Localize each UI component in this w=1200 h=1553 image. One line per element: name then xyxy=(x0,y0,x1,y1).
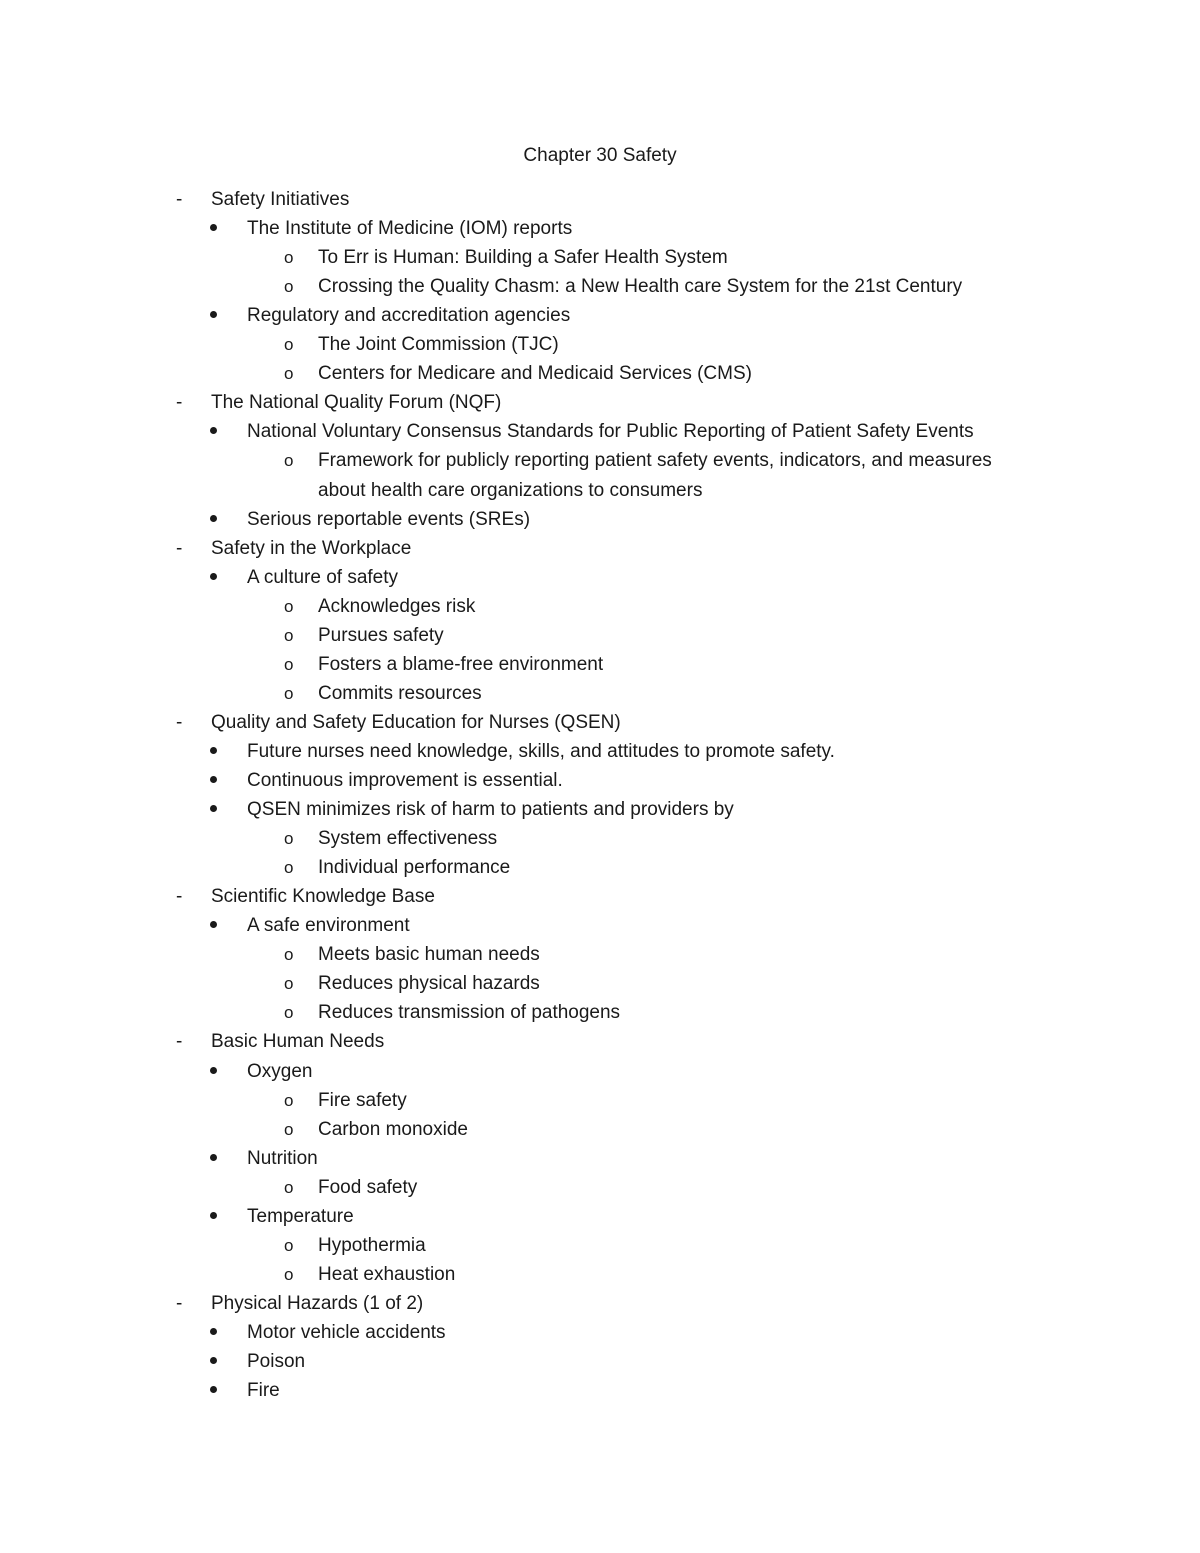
circle-bullet-marker: o xyxy=(284,626,294,645)
circle-bullet-marker: o xyxy=(284,945,294,964)
bullet-icon xyxy=(210,913,217,939)
bullet-icon xyxy=(210,768,217,794)
outline-subitem: Acknowledges risk xyxy=(318,596,476,617)
outline-item: Oxygen xyxy=(247,1061,313,1082)
outline-subitem: Crossing the Quality Chasm: a New Health care System for the 21st Century xyxy=(318,276,963,297)
bullet-icon xyxy=(210,797,217,823)
outline-heading: Scientific Knowledge Base xyxy=(211,886,435,907)
dash-marker: - xyxy=(176,538,183,559)
bullet-icon xyxy=(210,1204,217,1230)
circle-bullet-marker: o xyxy=(284,829,294,848)
bullet-icon xyxy=(210,216,217,242)
outline-subitem: System effectiveness xyxy=(318,828,498,849)
outline-subitem: Reduces transmission of pathogens xyxy=(318,1002,621,1023)
bullet-icon xyxy=(210,507,217,533)
circle-bullet-marker: o xyxy=(284,655,294,674)
circle-bullet-marker: o xyxy=(284,451,294,470)
outline-item: National Voluntary Consensus Standards for Public Reporting of Patient Safety Events xyxy=(247,421,974,442)
outline-subitem: Pursues safety xyxy=(318,625,444,646)
circle-bullet-marker: o xyxy=(284,248,294,267)
dash-marker: - xyxy=(176,392,183,413)
outline-item: Temperature xyxy=(247,1206,354,1227)
outline-subitem: Framework for publicly reporting patient safety events, indicators, and measures xyxy=(318,450,992,471)
outline-subitem: Carbon monoxide xyxy=(318,1119,468,1140)
bullet-icon xyxy=(210,1146,217,1172)
outline-subitem: Hypothermia xyxy=(318,1235,426,1256)
outline-subitem: The Joint Commission (TJC) xyxy=(318,334,559,355)
dash-marker: - xyxy=(176,886,183,907)
outline-subitem: Fire safety xyxy=(318,1090,407,1111)
circle-bullet-marker: o xyxy=(284,335,294,354)
outline-item: Regulatory and accreditation agencies xyxy=(247,305,571,326)
bullet-icon xyxy=(210,1378,217,1404)
bullet-icon xyxy=(210,739,217,765)
outline-subitem: Meets basic human needs xyxy=(318,944,540,965)
circle-bullet-marker: o xyxy=(284,1003,294,1022)
dash-marker: - xyxy=(176,1293,183,1314)
circle-bullet-marker: o xyxy=(284,1120,294,1139)
outline-heading: Safety in the Workplace xyxy=(211,538,412,559)
circle-bullet-marker: o xyxy=(284,1265,294,1284)
circle-bullet-marker: o xyxy=(284,597,294,616)
bullet-icon xyxy=(210,1349,217,1375)
bullet-icon xyxy=(210,1320,217,1346)
circle-bullet-marker: o xyxy=(284,974,294,993)
circle-bullet-marker: o xyxy=(284,1091,294,1110)
dash-marker: - xyxy=(176,1031,183,1052)
bullet-icon xyxy=(210,303,217,329)
page-title: Chapter 30 Safety xyxy=(523,145,677,166)
outline-subitem: about health care organizations to consumers xyxy=(318,480,703,501)
circle-bullet-marker: o xyxy=(284,1178,294,1197)
dash-marker: - xyxy=(176,189,183,210)
outline-item: The Institute of Medicine (IOM) reports xyxy=(247,218,573,239)
outline-item: Nutrition xyxy=(247,1148,318,1169)
outline-heading: Safety Initiatives xyxy=(211,189,350,210)
outline-item: Continuous improvement is essential. xyxy=(247,770,563,791)
bullet-icon xyxy=(210,419,217,445)
outline-item: A culture of safety xyxy=(247,567,399,588)
circle-bullet-marker: o xyxy=(284,277,294,296)
outline-subitem: Commits resources xyxy=(318,683,482,704)
outline-heading: Basic Human Needs xyxy=(211,1031,385,1052)
outline-item: Fire xyxy=(247,1380,280,1401)
outline-item: Motor vehicle accidents xyxy=(247,1322,446,1343)
outline-subitem: To Err is Human: Building a Safer Health System xyxy=(318,247,728,268)
outline-subitem: Reduces physical hazards xyxy=(318,973,540,994)
outline-heading: The National Quality Forum (NQF) xyxy=(211,392,502,413)
circle-bullet-marker: o xyxy=(284,858,294,877)
circle-bullet-marker: o xyxy=(284,364,294,383)
dash-marker: - xyxy=(176,712,183,733)
outline-subitem: Food safety xyxy=(318,1177,418,1198)
outline-heading: Quality and Safety Education for Nurses (QSEN) xyxy=(211,712,621,733)
bullet-icon xyxy=(210,565,217,591)
circle-bullet-marker: o xyxy=(284,1236,294,1255)
outline-item: Serious reportable events (SREs) xyxy=(247,509,531,530)
outline-item: A safe environment xyxy=(247,915,410,936)
outline-heading: Physical Hazards (1 of 2) xyxy=(211,1293,424,1314)
outline-item: QSEN minimizes risk of harm to patients and providers by xyxy=(247,799,734,820)
outline-subitem: Individual performance xyxy=(318,857,511,878)
outline-subitem: Centers for Medicare and Medicaid Services (CMS) xyxy=(318,363,752,384)
outline-subitem: Heat exhaustion xyxy=(318,1264,456,1285)
bullet-icon xyxy=(210,1059,217,1085)
outline-subitem: Fosters a blame-free environment xyxy=(318,654,604,675)
circle-bullet-marker: o xyxy=(284,684,294,703)
outline-item: Future nurses need knowledge, skills, and attitudes to promote safety. xyxy=(247,741,835,762)
outline-item: Poison xyxy=(247,1351,306,1372)
